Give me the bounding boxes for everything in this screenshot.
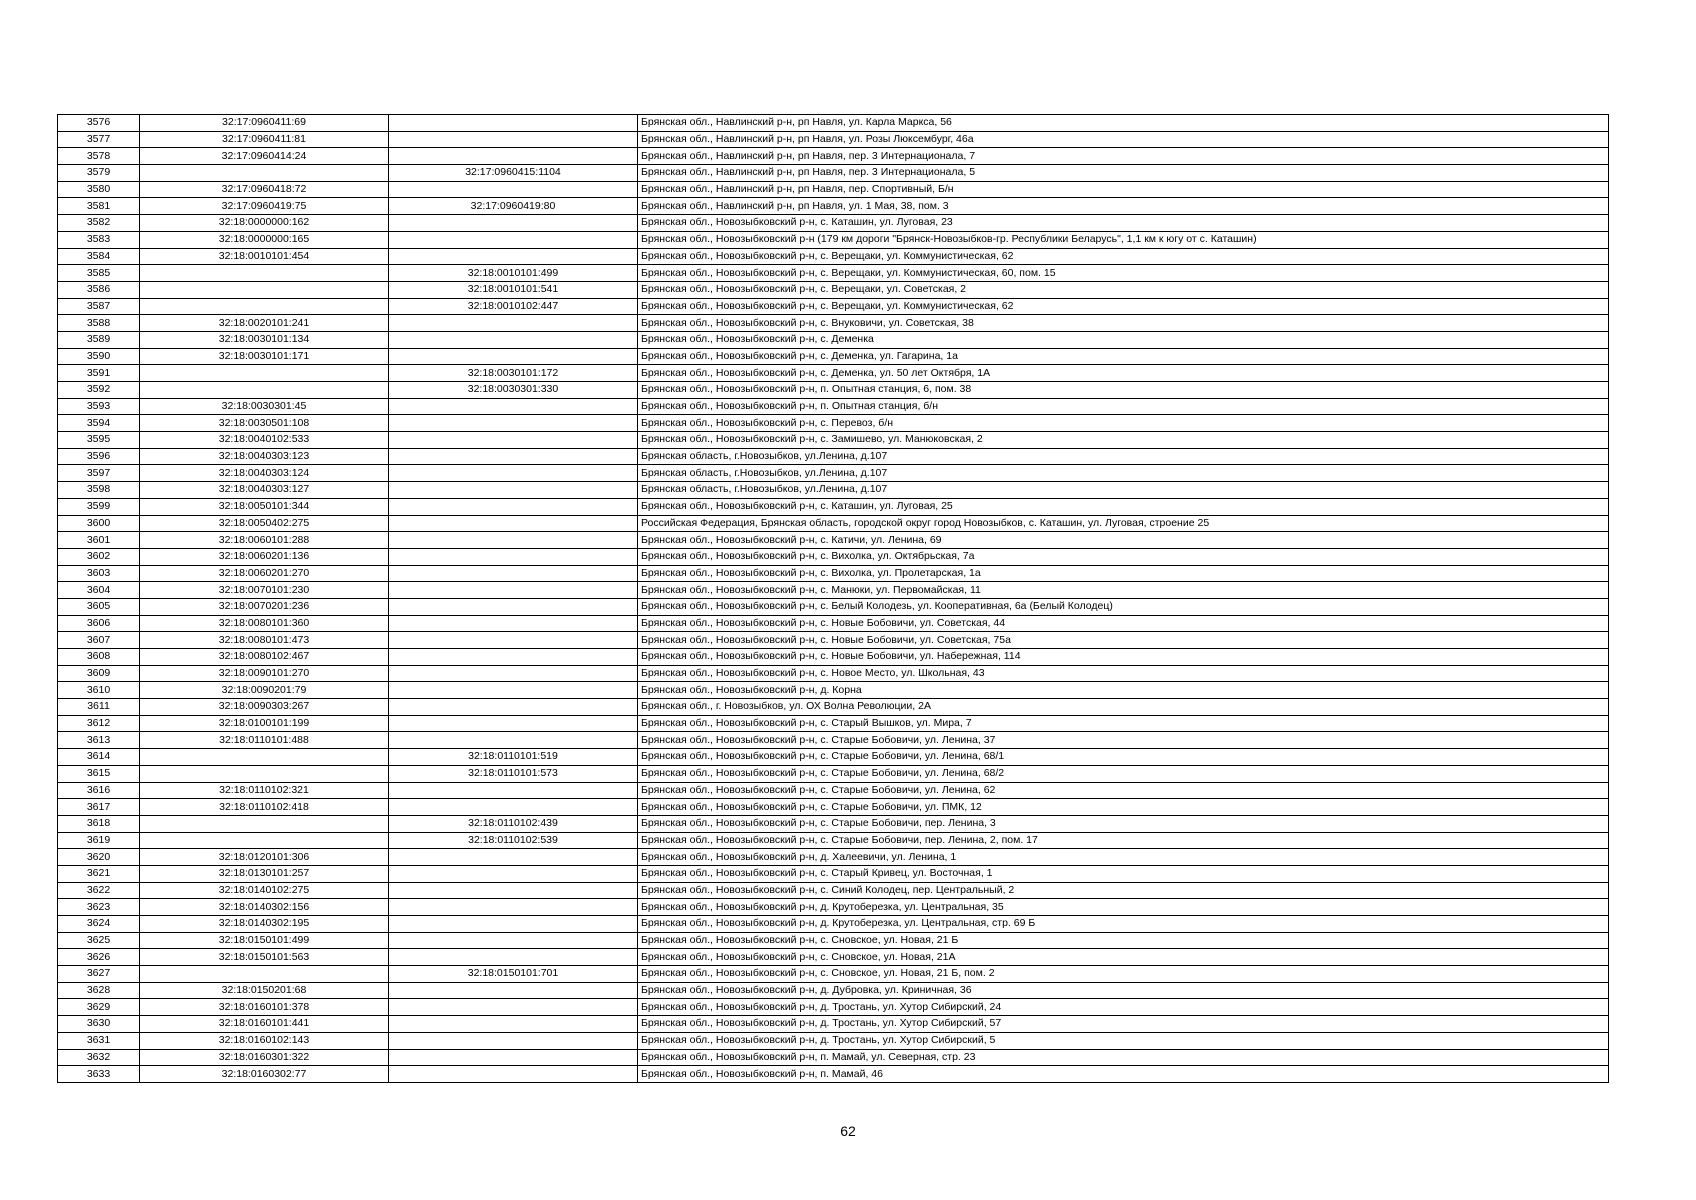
row-number-cell: 3609 xyxy=(58,665,140,682)
premises-number-cell xyxy=(389,982,638,999)
table-row xyxy=(58,682,1609,699)
address-cell: Брянская обл., Новозыбковский р-н, с. Перевоз, б/н xyxy=(638,415,1609,432)
address-cell: Брянская обл., Новозыбковский р-н, с. Новые Бобовичи, ул. Советская, 44 xyxy=(638,615,1609,632)
address-cell: Брянская обл., Новозыбковский р-н, с. Старые Бобовичи, ул. ПМК, 12 xyxy=(638,799,1609,816)
address-cell: Брянская обл., Новозыбковский р-н, с. Старые Бобовичи, пер. Ленина, 3 xyxy=(638,815,1609,832)
table-row xyxy=(58,665,1609,682)
cadastral-number-cell xyxy=(140,265,389,282)
cadastral-number-cell: 32:18:0060201:136 xyxy=(140,548,389,565)
row-number-cell: 3577 xyxy=(58,131,140,148)
table-row xyxy=(58,699,1609,716)
address-cell: Брянская обл., Новозыбковский р-н, д. Корна xyxy=(638,682,1609,699)
cadastral-number-cell: 32:18:0110102:321 xyxy=(140,782,389,799)
premises-number-cell: 32:18:0010101:541 xyxy=(389,281,638,298)
table-row xyxy=(58,1066,1609,1083)
row-number-cell: 3631 xyxy=(58,1032,140,1049)
address-cell: Брянская обл., г. Новозыбков, ул. ОХ Волна Революции, 2А xyxy=(638,699,1609,716)
premises-number-cell xyxy=(389,215,638,232)
row-number-cell: 3580 xyxy=(58,181,140,198)
cadastral-number-cell: 32:18:0060101:288 xyxy=(140,532,389,549)
row-number-cell: 3626 xyxy=(58,949,140,966)
row-number-cell: 3627 xyxy=(58,966,140,983)
cadastral-number-cell: 32:18:0030301:45 xyxy=(140,398,389,415)
cadastral-number-cell: 32:18:0000000:162 xyxy=(140,215,389,232)
cadastral-number-cell: 32:18:0100101:199 xyxy=(140,715,389,732)
premises-number-cell: 32:18:0110101:573 xyxy=(389,765,638,782)
address-cell: Брянская обл., Новозыбковский р-н, с. Каташин, ул. Луговая, 23 xyxy=(638,215,1609,232)
table-row xyxy=(58,231,1609,248)
address-cell: Российская Федерация, Брянская область, городской округ город Новозыбков, с. Каташин, ул. Луговая, строение 25 xyxy=(638,515,1609,532)
premises-number-cell xyxy=(389,582,638,599)
address-cell: Брянская обл., Новозыбковский р-н, д. Тростань, ул. Хутор Сибирский, 5 xyxy=(638,1032,1609,1049)
address-cell: Брянская область, г.Новозыбков, ул.Ленина, д.107 xyxy=(638,482,1609,499)
address-cell: Брянская обл., Новозыбковский р-н, с. Старые Бобовичи, ул. Ленина, 68/1 xyxy=(638,749,1609,766)
premises-number-cell xyxy=(389,148,638,165)
table-row xyxy=(58,865,1609,882)
address-cell: Брянская обл., Новозыбковский р-н, д. Тростань, ул. Хутор Сибирский, 24 xyxy=(638,999,1609,1016)
cadastral-number-cell: 32:18:0040102:533 xyxy=(140,432,389,449)
cadastral-number-cell xyxy=(140,382,389,399)
table-row xyxy=(58,582,1609,599)
cadastral-number-cell: 32:18:0080101:360 xyxy=(140,615,389,632)
table-row xyxy=(58,598,1609,615)
address-cell: Брянская обл., Новозыбковский р-н, д. Крутоберезка, ул. Центральная, 35 xyxy=(638,899,1609,916)
premises-number-cell xyxy=(389,465,638,482)
cadastral-number-cell: 32:18:0140302:156 xyxy=(140,899,389,916)
cadastral-number-cell: 32:17:0960411:81 xyxy=(140,131,389,148)
row-number-cell: 3633 xyxy=(58,1066,140,1083)
premises-number-cell xyxy=(389,1049,638,1066)
row-number-cell: 3602 xyxy=(58,548,140,565)
row-number-cell: 3586 xyxy=(58,281,140,298)
address-cell: Брянская обл., Новозыбковский р-н, с. Вихолка, ул. Пролетарская, 1а xyxy=(638,565,1609,582)
row-number-cell: 3618 xyxy=(58,815,140,832)
cadastral-number-cell: 32:18:0150101:499 xyxy=(140,932,389,949)
cadastral-number-cell: 32:18:0030501:108 xyxy=(140,415,389,432)
cadastral-number-cell: 32:18:0050101:344 xyxy=(140,498,389,515)
premises-number-cell xyxy=(389,715,638,732)
table-row xyxy=(58,181,1609,198)
cadastral-number-cell: 32:18:0000000:165 xyxy=(140,231,389,248)
cadastral-number-cell: 32:18:0140102:275 xyxy=(140,882,389,899)
table-row xyxy=(58,382,1609,399)
table-row xyxy=(58,331,1609,348)
premises-number-cell xyxy=(389,181,638,198)
premises-number-cell: 32:18:0030301:330 xyxy=(389,382,638,399)
address-cell: Брянская обл., Новозыбковский р-н, с. Сновское, ул. Новая, 21А xyxy=(638,949,1609,966)
row-number-cell: 3584 xyxy=(58,248,140,265)
row-number-cell: 3596 xyxy=(58,448,140,465)
cadastral-number-cell: 32:18:0090201:79 xyxy=(140,682,389,699)
table-row xyxy=(58,765,1609,782)
table-row xyxy=(58,532,1609,549)
row-number-cell: 3581 xyxy=(58,198,140,215)
cadastral-number-cell: 32:18:0080102:467 xyxy=(140,649,389,666)
premises-number-cell xyxy=(389,865,638,882)
cadastral-number-cell: 32:17:0960418:72 xyxy=(140,181,389,198)
cadastral-number-cell: 32:18:0040303:124 xyxy=(140,465,389,482)
table-row xyxy=(58,982,1609,999)
cadastral-number-cell: 32:18:0120101:306 xyxy=(140,849,389,866)
address-cell: Брянская обл., Новозыбковский р-н, п. Мамай, 46 xyxy=(638,1066,1609,1083)
premises-number-cell: 32:17:0960419:80 xyxy=(389,198,638,215)
address-cell: Брянская обл., Навлинский р-н, рп Навля, ул. Карла Маркса, 56 xyxy=(638,115,1609,132)
table-row xyxy=(58,248,1609,265)
address-cell: Брянская обл., Новозыбковский р-н, с. Деменка, ул. 50 лет Октября, 1А xyxy=(638,365,1609,382)
row-number-cell: 3628 xyxy=(58,982,140,999)
row-number-cell: 3608 xyxy=(58,649,140,666)
address-cell: Брянская обл., Новозыбковский р-н, с. Белый Колодезь, ул. Кооперативная, 6а (Белый Колодец) xyxy=(638,598,1609,615)
address-cell: Брянская обл., Новозыбковский р-н, с. Манюки, ул. Первомайская, 11 xyxy=(638,582,1609,599)
row-number-cell: 3624 xyxy=(58,916,140,933)
table-row xyxy=(58,1049,1609,1066)
address-cell: Брянская обл., Новозыбковский р-н, с. Катичи, ул. Ленина, 69 xyxy=(638,532,1609,549)
address-cell: Брянская обл., Новозыбковский р-н, д. Крутоберезка, ул. Центральная, стр. 69 Б xyxy=(638,916,1609,933)
table-row xyxy=(58,148,1609,165)
address-cell: Брянская обл., Новозыбковский р-н (179 км дороги "Брянск-Новозыбков-гр. Республики Беларусь", 1,1 км к югу от с. Каташин) xyxy=(638,231,1609,248)
cadastral-number-cell: 32:17:0960414:24 xyxy=(140,148,389,165)
row-number-cell: 3610 xyxy=(58,682,140,699)
premises-number-cell xyxy=(389,1066,638,1083)
cadastral-number-cell: 32:17:0960411:69 xyxy=(140,115,389,132)
table-row xyxy=(58,932,1609,949)
address-cell: Брянская обл., Новозыбковский р-н, с. Новые Бобовичи, ул. Набережная, 114 xyxy=(638,649,1609,666)
row-number-cell: 3604 xyxy=(58,582,140,599)
premises-number-cell: 32:17:0960415:1104 xyxy=(389,165,638,182)
premises-number-cell xyxy=(389,1016,638,1033)
address-cell: Брянская обл., Новозыбковский р-н, с. Старые Бобовичи, ул. Ленина, 62 xyxy=(638,782,1609,799)
address-cell: Брянская обл., Навлинский р-н, рп Навля, пер. 3 Интернационала, 5 xyxy=(638,165,1609,182)
cadastral-number-cell: 32:18:0050402:275 xyxy=(140,515,389,532)
cadastral-number-cell: 32:18:0130101:257 xyxy=(140,865,389,882)
address-cell: Брянская обл., Новозыбковский р-н, с. Сновское, ул. Новая, 21 Б xyxy=(638,932,1609,949)
row-number-cell: 3589 xyxy=(58,331,140,348)
address-cell: Брянская обл., Новозыбковский р-н, с. Деменка, ул. Гагарина, 1а xyxy=(638,348,1609,365)
address-cell: Брянская обл., Новозыбковский р-н, с. Новые Бобовичи, ул. Советская, 75а xyxy=(638,632,1609,649)
cadastral-number-cell: 32:18:0020101:241 xyxy=(140,315,389,332)
table-row xyxy=(58,465,1609,482)
row-number-cell: 3585 xyxy=(58,265,140,282)
registry-table-body xyxy=(58,115,1609,1083)
cadastral-number-cell: 32:18:0160102:143 xyxy=(140,1032,389,1049)
premises-number-cell xyxy=(389,999,638,1016)
table-row xyxy=(58,749,1609,766)
address-cell: Брянская обл., Новозыбковский р-н, п. Опытная станция, б/н xyxy=(638,398,1609,415)
cadastral-number-cell: 32:18:0070101:230 xyxy=(140,582,389,599)
address-cell: Брянская обл., Новозыбковский р-н, с. Старый Вышков, ул. Мира, 7 xyxy=(638,715,1609,732)
cadastral-number-cell xyxy=(140,298,389,315)
table-row xyxy=(58,315,1609,332)
row-number-cell: 3615 xyxy=(58,765,140,782)
premises-number-cell xyxy=(389,432,638,449)
row-number-cell: 3576 xyxy=(58,115,140,132)
premises-number-cell xyxy=(389,782,638,799)
table-row xyxy=(58,732,1609,749)
premises-number-cell xyxy=(389,665,638,682)
table-row xyxy=(58,632,1609,649)
cadastral-number-cell: 32:18:0110101:488 xyxy=(140,732,389,749)
table-row xyxy=(58,215,1609,232)
premises-number-cell xyxy=(389,615,638,632)
address-cell: Брянская обл., Новозыбковский р-н, с. Деменка xyxy=(638,331,1609,348)
row-number-cell: 3611 xyxy=(58,699,140,716)
row-number-cell: 3619 xyxy=(58,832,140,849)
row-number-cell: 3612 xyxy=(58,715,140,732)
premises-number-cell xyxy=(389,849,638,866)
cadastral-number-cell: 32:18:0160101:441 xyxy=(140,1016,389,1033)
cadastral-number-cell xyxy=(140,281,389,298)
row-number-cell: 3590 xyxy=(58,348,140,365)
premises-number-cell: 32:18:0110102:439 xyxy=(389,815,638,832)
row-number-cell: 3578 xyxy=(58,148,140,165)
table-row xyxy=(58,832,1609,849)
row-number-cell: 3614 xyxy=(58,749,140,766)
table-row xyxy=(58,565,1609,582)
premises-number-cell xyxy=(389,315,638,332)
table-row xyxy=(58,999,1609,1016)
address-cell: Брянская обл., Новозыбковский р-н, п. Мамай, ул. Северная, стр. 23 xyxy=(638,1049,1609,1066)
row-number-cell: 3607 xyxy=(58,632,140,649)
row-number-cell: 3616 xyxy=(58,782,140,799)
address-cell: Брянская обл., Навлинский р-н, рп Навля, ул. 1 Мая, 38, пом. 3 xyxy=(638,198,1609,215)
address-cell: Брянская обл., Новозыбковский р-н, с. Старые Бобовичи, ул. Ленина, 37 xyxy=(638,732,1609,749)
registry-table xyxy=(57,114,1609,1083)
address-cell: Брянская обл., Новозыбковский р-н, с. Замишево, ул. Манюковская, 2 xyxy=(638,432,1609,449)
premises-number-cell xyxy=(389,799,638,816)
premises-number-cell xyxy=(389,248,638,265)
address-cell: Брянская обл., Навлинский р-н, рп Навля, пер. Спортивный, Б/н xyxy=(638,181,1609,198)
table-row xyxy=(58,916,1609,933)
row-number-cell: 3592 xyxy=(58,382,140,399)
cadastral-number-cell: 32:18:0110102:418 xyxy=(140,799,389,816)
cadastral-number-cell: 32:18:0040303:123 xyxy=(140,448,389,465)
premises-number-cell xyxy=(389,498,638,515)
table-row xyxy=(58,448,1609,465)
cadastral-number-cell: 32:18:0160301:322 xyxy=(140,1049,389,1066)
row-number-cell: 3597 xyxy=(58,465,140,482)
cadastral-number-cell xyxy=(140,832,389,849)
premises-number-cell xyxy=(389,115,638,132)
premises-number-cell: 32:18:0030101:172 xyxy=(389,365,638,382)
premises-number-cell xyxy=(389,532,638,549)
premises-number-cell xyxy=(389,1032,638,1049)
premises-number-cell xyxy=(389,398,638,415)
row-number-cell: 3630 xyxy=(58,1016,140,1033)
address-cell: Брянская обл., Новозыбковский р-н, с. Верещаки, ул. Советская, 2 xyxy=(638,281,1609,298)
table-row xyxy=(58,799,1609,816)
row-number-cell: 3603 xyxy=(58,565,140,582)
premises-number-cell xyxy=(389,348,638,365)
premises-number-cell xyxy=(389,231,638,248)
premises-number-cell xyxy=(389,482,638,499)
table-row xyxy=(58,849,1609,866)
row-number-cell: 3598 xyxy=(58,482,140,499)
cadastral-number-cell: 32:18:0090101:270 xyxy=(140,665,389,682)
premises-number-cell xyxy=(389,548,638,565)
cadastral-number-cell: 32:18:0150101:563 xyxy=(140,949,389,966)
table-row xyxy=(58,882,1609,899)
row-number-cell: 3599 xyxy=(58,498,140,515)
cadastral-number-cell xyxy=(140,365,389,382)
address-cell: Брянская обл., Новозыбковский р-н, д. Халеевичи, ул. Ленина, 1 xyxy=(638,849,1609,866)
row-number-cell: 3617 xyxy=(58,799,140,816)
cadastral-number-cell: 32:18:0030101:134 xyxy=(140,331,389,348)
row-number-cell: 3625 xyxy=(58,932,140,949)
table-row xyxy=(58,899,1609,916)
premises-number-cell xyxy=(389,131,638,148)
cadastral-number-cell: 32:18:0010101:454 xyxy=(140,248,389,265)
premises-number-cell xyxy=(389,899,638,916)
cadastral-number-cell: 32:18:0140302:195 xyxy=(140,916,389,933)
premises-number-cell xyxy=(389,598,638,615)
cadastral-number-cell xyxy=(140,165,389,182)
premises-number-cell: 32:18:0010101:499 xyxy=(389,265,638,282)
row-number-cell: 3583 xyxy=(58,231,140,248)
row-number-cell: 3605 xyxy=(58,598,140,615)
table-row xyxy=(58,365,1609,382)
address-cell: Брянская обл., Новозыбковский р-н, с. Новое Место, ул. Школьная, 43 xyxy=(638,665,1609,682)
table-row xyxy=(58,515,1609,532)
table-row xyxy=(58,281,1609,298)
table-row xyxy=(58,815,1609,832)
row-number-cell: 3594 xyxy=(58,415,140,432)
row-number-cell: 3591 xyxy=(58,365,140,382)
premises-number-cell xyxy=(389,415,638,432)
table-row xyxy=(58,615,1609,632)
address-cell: Брянская обл., Новозыбковский р-н, д. Дубровка, ул. Криничная, 36 xyxy=(638,982,1609,999)
address-cell: Брянская область, г.Новозыбков, ул.Ленина, д.107 xyxy=(638,465,1609,482)
address-cell: Брянская обл., Новозыбковский р-н, с. Синий Колодец, пер. Центральный, 2 xyxy=(638,882,1609,899)
cadastral-number-cell xyxy=(140,765,389,782)
address-cell: Брянская обл., Новозыбковский р-н, п. Опытная станция, 6, пом. 38 xyxy=(638,382,1609,399)
cadastral-number-cell xyxy=(140,966,389,983)
table-row xyxy=(58,398,1609,415)
address-cell: Брянская обл., Новозыбковский р-н, с. Верещаки, ул. Коммунистическая, 60, пом. 15 xyxy=(638,265,1609,282)
address-cell: Брянская обл., Новозыбковский р-н, д. Тростань, ул. Хутор Сибирский, 57 xyxy=(638,1016,1609,1033)
address-cell: Брянская обл., Новозыбковский р-н, с. Верещаки, ул. Коммунистическая, 62 xyxy=(638,248,1609,265)
table-row xyxy=(58,715,1609,732)
premises-number-cell xyxy=(389,448,638,465)
premises-number-cell: 32:18:0110101:519 xyxy=(389,749,638,766)
table-row xyxy=(58,298,1609,315)
table-row xyxy=(58,131,1609,148)
table-row xyxy=(58,649,1609,666)
cadastral-number-cell: 32:18:0160101:378 xyxy=(140,999,389,1016)
row-number-cell: 3579 xyxy=(58,165,140,182)
row-number-cell: 3622 xyxy=(58,882,140,899)
premises-number-cell: 32:18:0110102:539 xyxy=(389,832,638,849)
premises-number-cell xyxy=(389,331,638,348)
table-row xyxy=(58,482,1609,499)
address-cell: Брянская обл., Новозыбковский р-н, с. Вихолка, ул. Октябрьская, 7а xyxy=(638,548,1609,565)
premises-number-cell xyxy=(389,565,638,582)
cadastral-number-cell xyxy=(140,815,389,832)
table-row xyxy=(58,348,1609,365)
address-cell: Брянская обл., Новозыбковский р-н, с. Сновское, ул. Новая, 21 Б, пом. 2 xyxy=(638,966,1609,983)
address-cell: Брянская обл., Новозыбковский р-н, с. Старые Бобовичи, пер. Ленина, 2, пом. 17 xyxy=(638,832,1609,849)
row-number-cell: 3582 xyxy=(58,215,140,232)
address-cell: Брянская область, г.Новозыбков, ул.Ленина, д.107 xyxy=(638,448,1609,465)
cadastral-number-cell: 32:18:0090303:267 xyxy=(140,699,389,716)
cadastral-number-cell: 32:18:0070201:236 xyxy=(140,598,389,615)
row-number-cell: 3595 xyxy=(58,432,140,449)
cadastral-number-cell xyxy=(140,749,389,766)
address-cell: Брянская обл., Новозыбковский р-н, с. Старый Кривец, ул. Восточная, 1 xyxy=(638,865,1609,882)
address-cell: Брянская обл., Навлинский р-н, рп Навля, ул. Розы Люксембург, 46а xyxy=(638,131,1609,148)
cadastral-number-cell: 32:18:0160302:77 xyxy=(140,1066,389,1083)
premises-number-cell xyxy=(389,515,638,532)
table-row xyxy=(58,432,1609,449)
address-cell: Брянская обл., Новозыбковский р-н, с. Старые Бобовичи, ул. Ленина, 68/2 xyxy=(638,765,1609,782)
row-number-cell: 3620 xyxy=(58,849,140,866)
table-row xyxy=(58,498,1609,515)
table-row xyxy=(58,949,1609,966)
premises-number-cell xyxy=(389,732,638,749)
cadastral-number-cell: 32:18:0080101:473 xyxy=(140,632,389,649)
premises-number-cell xyxy=(389,632,638,649)
premises-number-cell: 32:18:0010102:447 xyxy=(389,298,638,315)
row-number-cell: 3587 xyxy=(58,298,140,315)
table-row xyxy=(58,548,1609,565)
cadastral-number-cell: 32:18:0060201:270 xyxy=(140,565,389,582)
page-number: 62 xyxy=(840,1123,856,1139)
premises-number-cell xyxy=(389,932,638,949)
cadastral-number-cell: 32:18:0040303:127 xyxy=(140,482,389,499)
table-row xyxy=(58,1016,1609,1033)
row-number-cell: 3601 xyxy=(58,532,140,549)
address-cell: Брянская обл., Новозыбковский р-н, с. Каташин, ул. Луговая, 25 xyxy=(638,498,1609,515)
premises-number-cell xyxy=(389,699,638,716)
row-number-cell: 3621 xyxy=(58,865,140,882)
premises-number-cell: 32:18:0150101:701 xyxy=(389,966,638,983)
table-row xyxy=(58,966,1609,983)
row-number-cell: 3600 xyxy=(58,515,140,532)
address-cell: Брянская обл., Новозыбковский р-н, с. Верещаки, ул. Коммунистическая, 62 xyxy=(638,298,1609,315)
table-row xyxy=(58,265,1609,282)
table-row xyxy=(58,198,1609,215)
row-number-cell: 3613 xyxy=(58,732,140,749)
premises-number-cell xyxy=(389,682,638,699)
row-number-cell: 3593 xyxy=(58,398,140,415)
address-cell: Брянская обл., Новозыбковский р-н, с. Внуковичи, ул. Советская, 38 xyxy=(638,315,1609,332)
row-number-cell: 3623 xyxy=(58,899,140,916)
premises-number-cell xyxy=(389,649,638,666)
table-row xyxy=(58,415,1609,432)
row-number-cell: 3632 xyxy=(58,1049,140,1066)
cadastral-number-cell: 32:17:0960419:75 xyxy=(140,198,389,215)
table-row xyxy=(58,782,1609,799)
cadastral-number-cell: 32:18:0150201:68 xyxy=(140,982,389,999)
cadastral-number-cell: 32:18:0030101:171 xyxy=(140,348,389,365)
row-number-cell: 3629 xyxy=(58,999,140,1016)
premises-number-cell xyxy=(389,882,638,899)
row-number-cell: 3588 xyxy=(58,315,140,332)
table-row xyxy=(58,115,1609,132)
table-row xyxy=(58,165,1609,182)
premises-number-cell xyxy=(389,916,638,933)
address-cell: Брянская обл., Навлинский р-н, рп Навля, пер. 3 Интернационала, 7 xyxy=(638,148,1609,165)
row-number-cell: 3606 xyxy=(58,615,140,632)
table-row xyxy=(58,1032,1609,1049)
premises-number-cell xyxy=(389,949,638,966)
